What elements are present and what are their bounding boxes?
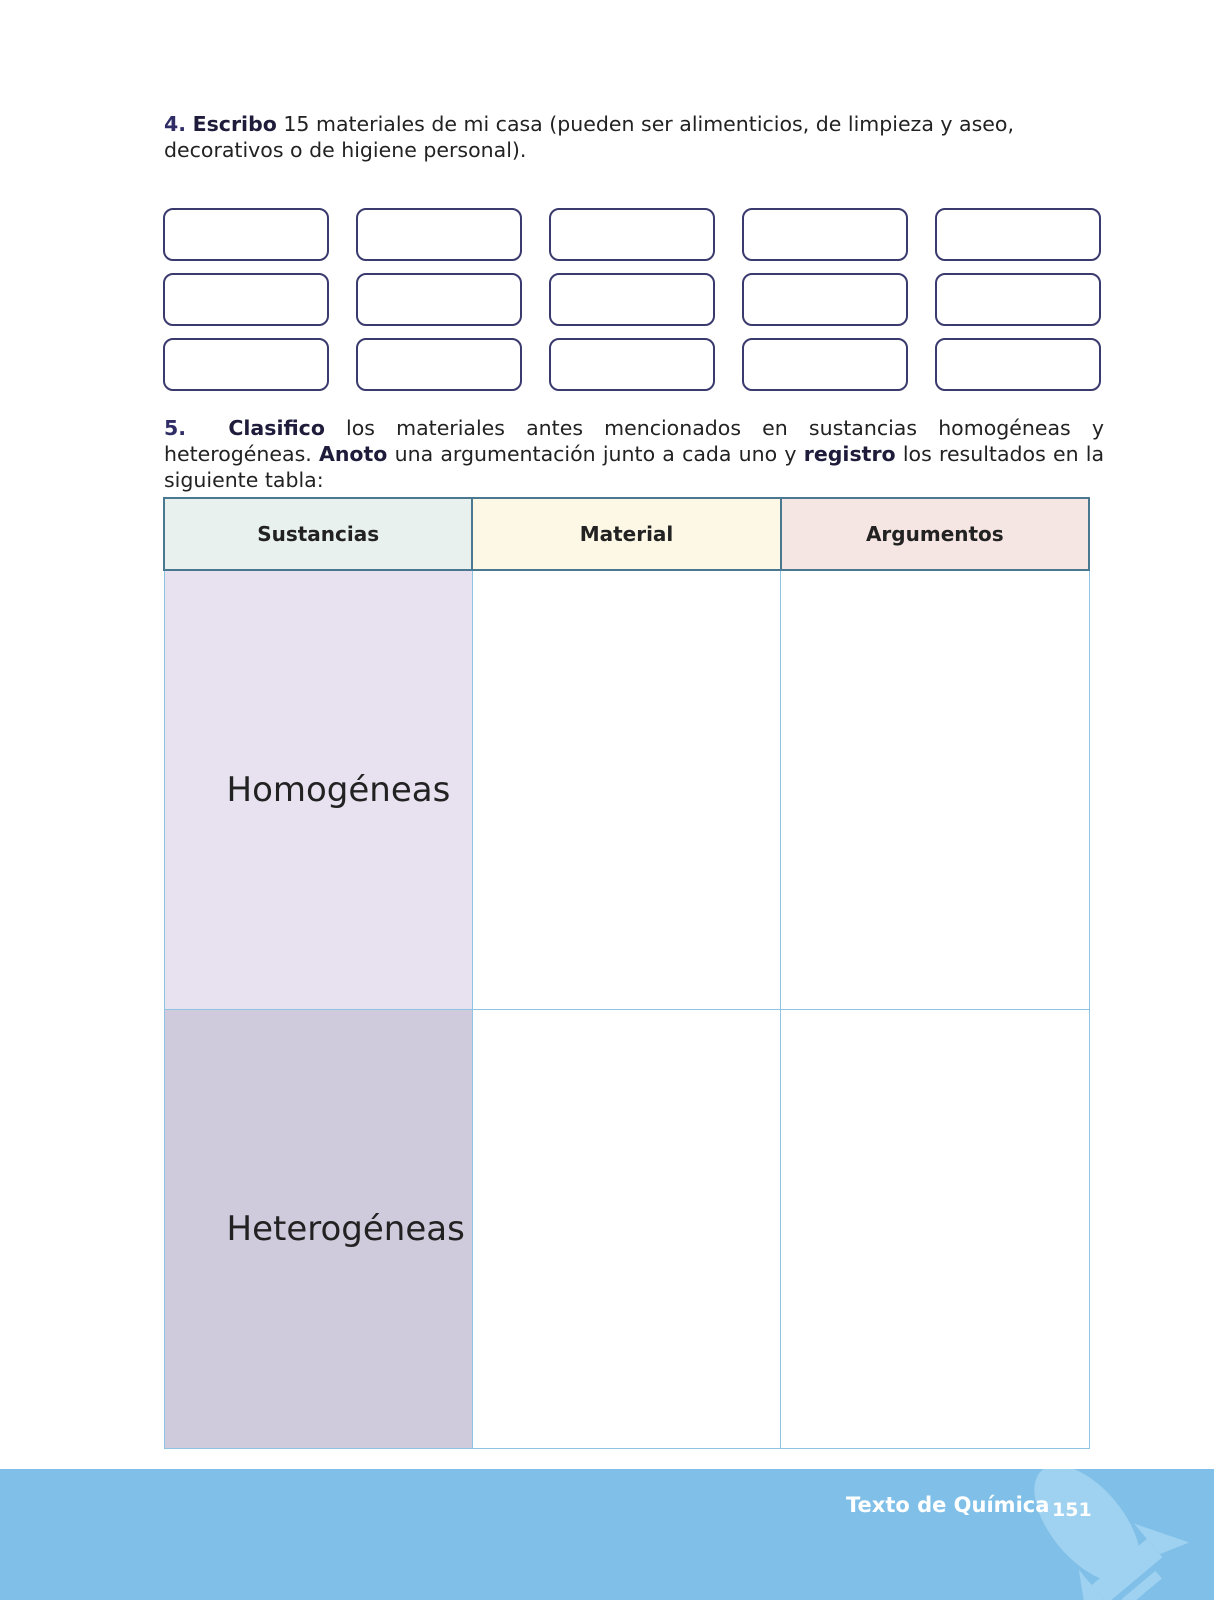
- answer-box[interactable]: [163, 338, 329, 391]
- answer-box[interactable]: [356, 208, 522, 261]
- question-5: [164, 415, 1104, 493]
- answer-box[interactable]: [163, 273, 329, 326]
- answer-box[interactable]: [742, 273, 908, 326]
- question-text: una argumentación junto a cada uno y: [387, 442, 804, 466]
- material-cell[interactable]: [472, 1010, 780, 1449]
- question-text: 15 materiales de mi casa (pueden ser alimenticios, de limpieza y aseo, decorativos o de higiene personal).: [164, 112, 1014, 162]
- instruction-verb: Escribo: [192, 112, 277, 136]
- instruction-verb: Anoto: [318, 442, 388, 466]
- row-label-heterogeneas: Heterogéneas: [164, 1010, 472, 1449]
- row-label-homogeneas: Homogéneas: [164, 570, 472, 1010]
- materials-answer-grid: [163, 208, 1101, 391]
- rocket-icon: [1020, 1469, 1210, 1600]
- answer-box[interactable]: [742, 208, 908, 261]
- table-row: [164, 570, 1089, 1010]
- instruction-verb: Clasifico: [228, 416, 325, 440]
- answer-box[interactable]: [356, 338, 522, 391]
- page-number: 151: [1052, 1499, 1092, 1521]
- header-argumentos: Argumentos: [781, 498, 1089, 570]
- question-text: los materiales antes mencionados en sustancias homogéneas y heterogéneas.: [164, 416, 1104, 466]
- answer-box[interactable]: [935, 208, 1101, 261]
- header-sustancias: Sustancias: [164, 498, 472, 570]
- question-number: 4.: [164, 112, 187, 136]
- page-footer: [0, 1469, 1214, 1600]
- answer-box[interactable]: [549, 208, 715, 261]
- answer-box[interactable]: [549, 338, 715, 391]
- answer-box[interactable]: [935, 273, 1101, 326]
- answer-box[interactable]: [356, 273, 522, 326]
- classification-table: [163, 497, 1090, 1449]
- question-4: [164, 111, 1104, 163]
- argument-cell[interactable]: [781, 570, 1089, 1010]
- instruction-verb: registro: [803, 442, 896, 466]
- header-material: Material: [472, 498, 780, 570]
- answer-box[interactable]: [742, 338, 908, 391]
- table-header-row: [164, 498, 1089, 570]
- question-number: 5.: [164, 416, 187, 440]
- book-title: Texto de Química: [846, 1493, 1050, 1517]
- answer-box[interactable]: [549, 273, 715, 326]
- question-text: los resultados en la siguiente tabla:: [164, 442, 1105, 492]
- material-cell[interactable]: [472, 570, 780, 1010]
- argument-cell[interactable]: [781, 1010, 1089, 1449]
- table-row: [164, 1010, 1089, 1449]
- answer-box[interactable]: [935, 338, 1101, 391]
- answer-box[interactable]: [163, 208, 329, 261]
